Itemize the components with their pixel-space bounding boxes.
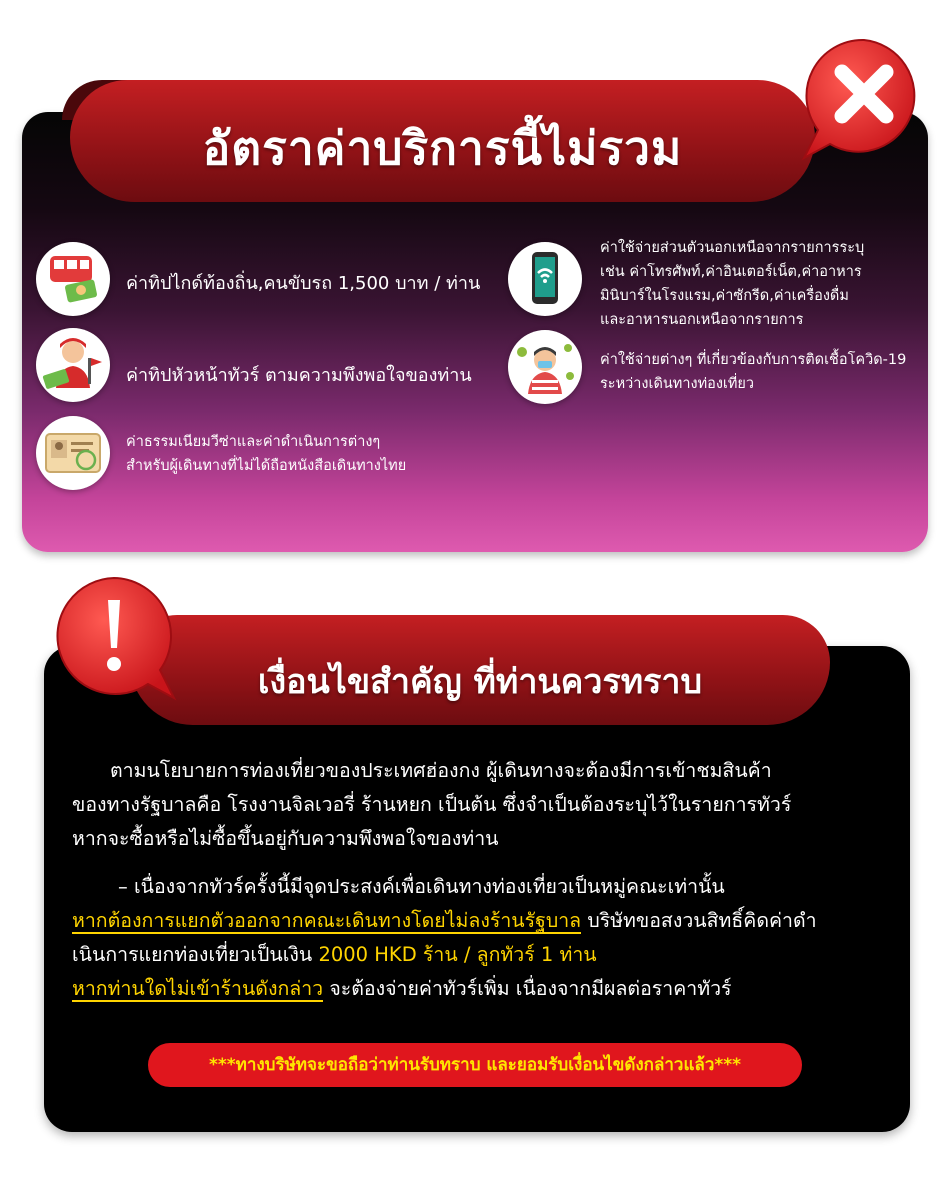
conditions-title: เงื่อนไขสำคัญ ที่ท่านควรทราบ	[257, 662, 703, 702]
separation-highlight: หากต้องการแยกตัวออกจากคณะเดินทางโดยไม่ลงร้านรัฐบาล	[72, 909, 582, 932]
visa-icon	[36, 416, 110, 490]
covid-expense-text: ค่าใช้จ่ายต่างๆ ที่เกี่ยวข้องกับการติดเชื้อโควิด-19 ระหว่างเดินทางท่องเที่ยว	[600, 352, 907, 392]
no-shop-highlight: หากท่านใดไม่เข้าร้านดังกล่าว	[72, 977, 324, 1000]
cross-bubble-icon	[800, 34, 928, 162]
acceptance-disclaimer: ***ทางบริษัทจะขอถือว่าท่านรับทราบ และยอมรับเงื่อนไขดังกล่าวแล้ว***	[148, 1043, 802, 1087]
fee-highlight: 2000 HKD ร้าน / ลูกทัวร์ 1 ท่าน	[318, 943, 597, 966]
covid-icon	[508, 330, 582, 404]
exclamation-bubble-icon	[48, 572, 178, 702]
tour-leader-tip-icon	[36, 328, 110, 402]
bus-tip-icon	[36, 242, 110, 316]
excluded-services-title: อัตราค่าบริการนี้ไม่รวม	[202, 121, 683, 175]
visa-fee-text: ค่าธรรมเนียมวีซ่าและค่าดำเนินการต่างๆ สำหรับผู้เดินทางที่ไม่ได้ถือหนังสือเดินทางไทย	[126, 434, 407, 474]
phone-wifi-icon	[508, 242, 582, 316]
guide-driver-tip-text: ค่าทิปไกด์ท้องถิ่น,คนขับรถ 1,500 บาท / ท่าน	[126, 273, 481, 294]
policy-paragraph: ตามนโยบายการท่องเที่ยวของประเทศฮ่องกง ผู้เดินทางจะต้องมีการเข้าชมสินค้า ของทางรัฐบาลคือ โรงงานจิลเวอรี่ ร้านหยก เป็นต้น ซึ่งจำเป็นต้องระบุไว้ในรายการทัวร์ หากจะซื้อหรือไม่ซื้อขึ้นอยู่กับความพึงพอใจของท่าน	[72, 759, 792, 850]
personal-expense-text: ค่าใช้จ่ายส่วนตัวนอกเหนือจากรายการระบุ เช่น ค่าโทรศัพท์,ค่าอินเตอร์เน็ต,ค่าอาหาร มินิบาร์ในโรงแรม,ค่าซักรีด,ค่าเครื่องดื่ม และอาหารนอกเหนือจากรายการ	[600, 240, 865, 328]
separation-fee-paragraph: – เนื่องจากทัวร์ครั้งนี้มีจุดประสงค์เพื่อเดินทางท่องเที่ยวเป็นหมู่คณะเท่านั้น หากต้องการแยกตัวออกจากคณะเดินทางโดยไม่ลงร้านรัฐบาล บริษัทขอสงวนสิทธิ์คิดค่าดำ เนินการแยกท่องเที่ยวเป็นเงิน 2000 HKD ร้าน / ลูกทัวร์ 1 ท่าน หากท่านใดไม่เข้าร้านดังกล่าว จะต้องจ่ายค่าทัวร์เพิ่ม เนื่องจากมีผลต่อราคาทัวร์	[72, 875, 817, 1000]
tour-leader-tip-text: ค่าทิปหัวหน้าทัวร์ ตามความพึงพอใจของท่าน	[126, 365, 472, 386]
